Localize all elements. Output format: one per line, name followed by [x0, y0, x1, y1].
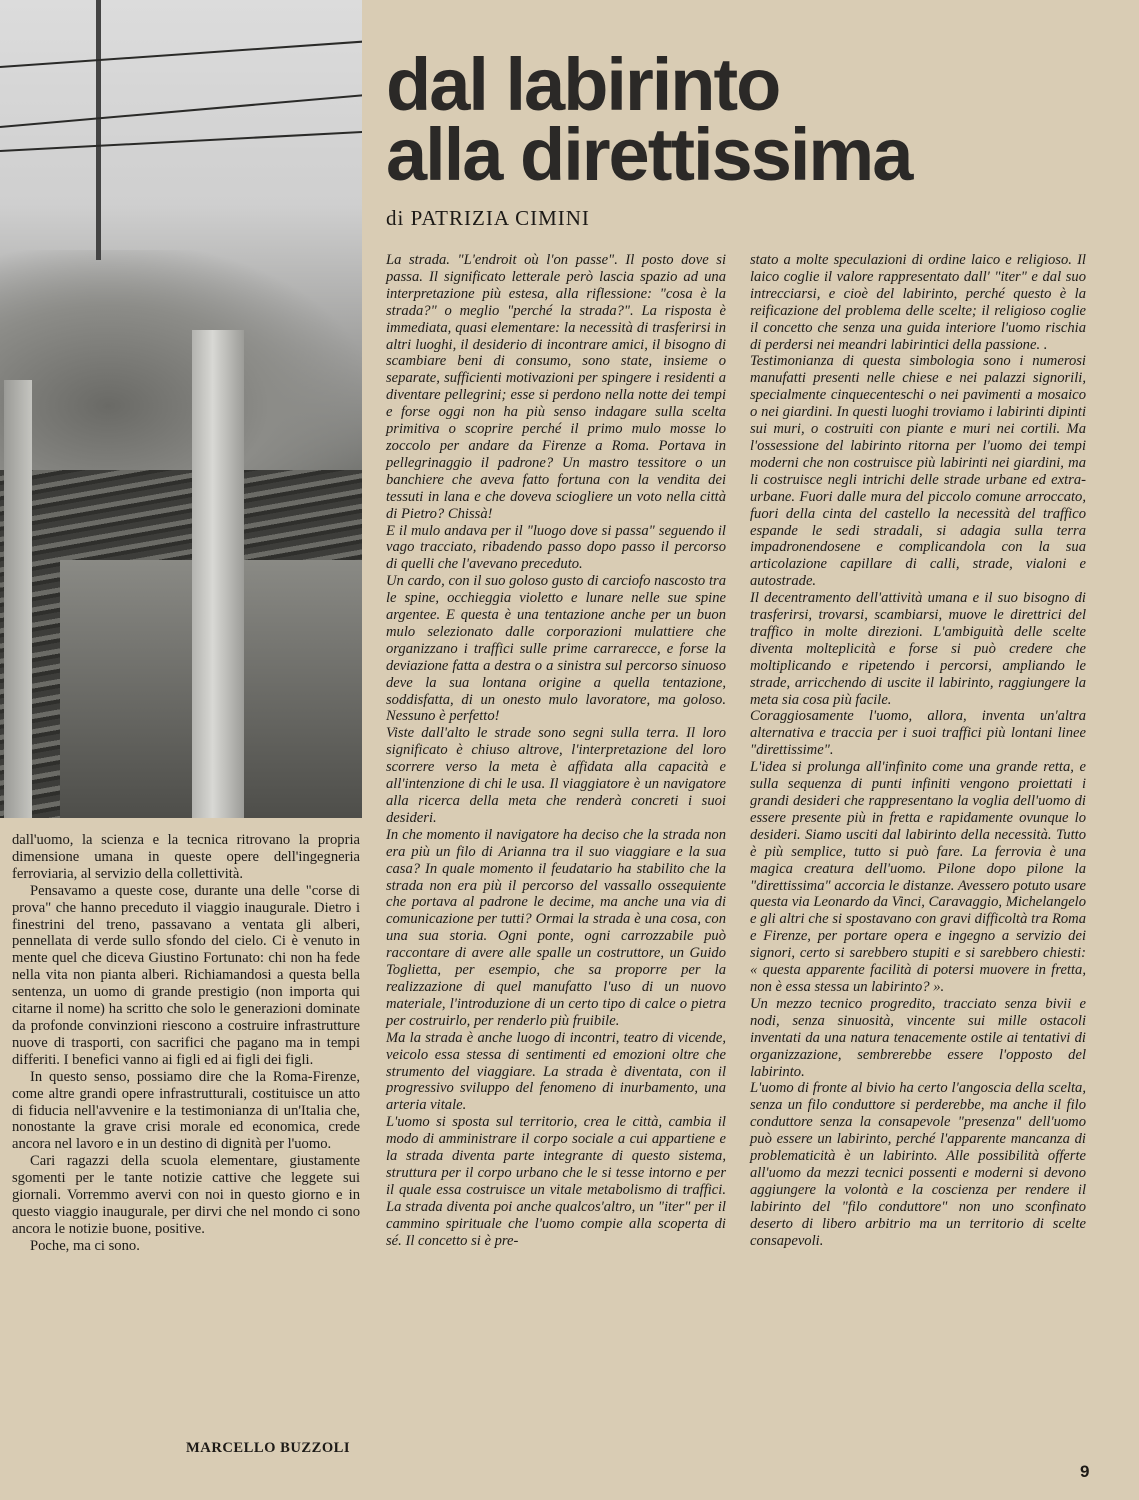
paragraph: L'uomo si sposta sul territorio, crea le città, cambia il modo di amministrare il corpo sociale a cui appartiene e la strada diventa parte integrante di questo sistema, struttura per il corpo urbano che le si tesse intorno e per il quale essa costruisce un vitale metabolismo di traffici. La strada diventa poi anche qualcos'altro, un "iter" per il cammino spirituale che l'uomo compie alla scoperta di sé. Il concetto si è pre-: [386, 1114, 726, 1249]
headline-line-2: alla direttissima: [386, 113, 912, 197]
author-signature: MARCELLO BUZZOLI: [186, 1440, 351, 1456]
paragraph: E il mulo andava per il "luogo dove si passa" seguendo il vago tracciato, ribadendo passo dopo passo il percorso di quelli che l'avevano preceduto.: [386, 522, 726, 573]
paragraph: Il decentramento dell'attività umana e il suo bisogno di trasferirsi, trovarsi, scambiarsi, muove le direttrici del traffico in molte direzioni. L'ambiguità delle scelte diventa molteplicità e forse si può credere che moltiplicando e ripetendo i percorsi, ampliando le strade, arricchendo di uscite il labirinto, raggiungere la meta sia cosa più facile.: [750, 590, 1086, 708]
photo-pylon-left: [4, 380, 32, 818]
paragraph: Poche, ma ci sono.: [30, 1237, 140, 1254]
photo-pylon: [192, 330, 244, 818]
page-number: 9: [1080, 1462, 1090, 1481]
right-text-column: [750, 252, 1086, 1249]
paragraph: Cari ragazzi della scuola elementare, giustamente sgomenti per le tante notizie cattive che leggete sui giornali. Vorremmo avervi con noi in questo giorno e in questo viaggio inaugurale, per dirvi che nel mondo ci sono ancora le notizie buone, positive.: [12, 1153, 360, 1237]
article-byline: di PATRIZIA CIMINI: [386, 206, 590, 230]
paragraph: Un cardo, con il suo goloso gusto di carciofo nascosto tra le spine, occhieggia violetto e lunare nelle sue spine argentee. E questa è una tentazione anche per un buon mulo selezionato dalle corporazioni mulattiere che organizzano i traffici sulle prime carrarecce, e forse la deviazione fatta a destra o a sinistra sul percorso sinuoso deve la sua lontana origine a quella tentazione, soddisfatta, di un onesto mulo lavoratore, ma goloso. Nessuno è perfetto!: [386, 573, 726, 725]
paragraph: Ma la strada è anche luogo di incontri, teatro di vicende, veicolo essa stessa di sentimenti ed emozioni oltre che strumento del viaggiare. La strada è diventata, con il progressivo sviluppo del fenomeno di inurbamento, una arteria vitale.: [386, 1029, 726, 1114]
headline-line-1: dal labirinto: [386, 43, 780, 126]
paragraph: L'uomo di fronte al bivio ha certo l'angoscia della scelta, senza un filo conduttore si perderebbe, ma anche il filo conduttore senza la consapevole "presenza" dell'uomo può essere un labirinto, perché l'apparente mancanza di problematicità è un labirinto. Alle possibilità offerte all'uomo da mezzi tecnici possenti e moderni si devono aggiungere la volontà e la coscienza per rendere il labirinto del "filo conduttore" non uno sconfinato deserto di libero arbitrio ma un territorio di scelte consapevoli.: [750, 1080, 1086, 1249]
photo-wire: [0, 39, 362, 68]
paragraph: dall'uomo, la scienza e la tecnica ritrovano la propria dimensione umana in queste opere dell'ingegneria ferroviaria, al servizio della collettività.: [12, 832, 360, 882]
paragraph: Testimonianza di questa simbologia sono i numerosi manufatti presenti nelle chiese e nei palazzi signorili, specialmente cinquecenteschi o nei pavimenti a mosaico o nei giardini. In questi luoghi troviamo i labirinti dipinti sui muri, o costruiti con piante e muri nei cortili. Ma l'ossessione del labirinto ritorna per l'uomo dei tempi moderni che non costruisce più labirinti nei giardini, ma li costruisce negli intrichi delle strade urbane ed extra-urbane. Fuori dalle mura del piccolo comune arroccato, fuori della cinta del castello la necessità del traffico espande le sedi stradali, si adagia sulla terra impadronendosene e complicandola con la sua articolazione capillare di calli, strade, vialoni e autostrade.: [750, 353, 1086, 590]
paragraph: L'idea si prolunga all'infinito come una grande retta, e sulla sequenza di punti infiniti vengono proiettati i grandi desideri che rappresentano la voglia dell'uomo di essere presente più in fretta e rapidamente ovunque lo desideri. Siamo usciti dal labirinto della necessità. Tutto è più semplice, tutto si può fare. La ferrovia è una magica creatura dell'uomo. Pilone dopo pilone la "direttissima" accorcia le distanze. Avessero potuto usare questa via Leonardo da Vinci, Caravaggio, Michelangelo e gli altri che si spostavano con gravi difficoltà tra Roma e Firenze, per portare opera e ingegno a servizio dei signori, certo si sarebbero stupiti e si sarebbero chiesti: « questa apparente facilità di potersi muovere in fretta, non è essa stessa un labirinto? ».: [750, 759, 1086, 995]
paragraph: La strada. "L'endroit où l'on passe". Il posto dove si passa. Il significato letterale però lascia spazio ad una interpretazione più estesa, alla riflessione: "cosa è la strada?" o meglio "perché la strada?". La risposta è immediata, quasi elementare: la necessità di trasferirsi in altri luoghi, il desiderio di incontrare amici, il bisogno di scambiare beni di consumo, sono state, insieme o separate, sufficienti motivazioni per spingere i residenti a diventare pellegrini; esse si perdono nella notte dei tempi e forse oggi non ha più senso indagare sulla scelta primitiva o scoprire perché il primo mulo mosse lo zoccolo per andare da Firenze a Roma. Portava in pellegrinaggio il padrone? Un mastro tessitore o un banchiere che aveva fatto fortuna con la vendita dei tessuti in lana e che doveva sciogliere un voto nella città di Pietro? Chissà!: [386, 252, 726, 522]
paragraph: Un mezzo tecnico progredito, tracciato senza bivii e nodi, senza sinuosità, vincente sui mille ostacoli inventati da una natura tenacemente ostile ai tentativi di organizzazione, sembrerebbe essere l'opposto del labirinto.: [750, 995, 1086, 1080]
photo-catenary-pole: [96, 0, 101, 260]
paragraph: Coraggiosamente l'uomo, allora, inventa un'altra alternativa e traccia per i suoi traffici più lontani linee "direttissime".: [750, 708, 1086, 759]
paragraph: Pensavamo a queste cose, durante una delle "corse di prova" che hanno preceduto il viaggio inaugurale. Dietro i finestrini del treno, passavano a ventata gli alberi, pennellata di verde sullo sfondo del cielo. Ci è venuto in mente quel che diceva Giustino Fortunato: chi non ha fede nella vita non pianta alberi. Richiamandosi a questa bella sentenza, un uomo di grande prestigio (non importa qui citarne il nome) ha scritto che solo le generazioni dominate da profonde convinzioni riescono a costruire infrastrutture nuove di trasporti, con sacrifici che pagano ma in tempi differiti. I benefici vanno ai figli ed ai figli dei figli.: [12, 882, 360, 1068]
paragraph: In che momento il navigatore ha deciso che la strada non era più un filo di Arianna tra il suo viaggiare e la sua casa? In quale momento il feudatario ha stabilito che la strada non era più il percorso del vassallo ossequiente che portava al padrone le decime, ma anche una via di comunicazione per tutti? Ormai la strada è una cosa, con una sua storia. Ogni ponte, ogni carrozzabile può raccontare di avere alle spalle un costruttore, un Guido Toglietta, per esempio, che sa proporre per la realizzazione di quel manufatto l'uso di un nuovo materiale, l'introduzione di un certo tipo di calce o pietra per costruirlo, per renderlo più fruibile.: [386, 826, 726, 1029]
paragraph: Viste dall'alto le strade sono segni sulla terra. Il loro significato è chiuso altrove, l'interpretazione del loro scorrere verso la meta è affidata alla capacità e all'intenzione di chi le usa. Il viaggiatore è un navigatore alla ricerca della meta che renderà concreti i suoi desideri.: [386, 725, 726, 826]
paragraph: In questo senso, possiamo dire che la Roma-Firenze, come altre grandi opere infrastrutturali, costituisce un atto di fiducia nell'avvenire e la testimonianza di un'Italia che, nonostante la grave crisi morale ed economica, crede ancora nel lavoro e in un destino di dignità per l'uomo.: [12, 1068, 360, 1153]
left-text-column: [12, 832, 360, 1255]
article-headline: [386, 43, 1086, 197]
paragraph: stato a molte speculazioni di ordine laico e religioso. Il laico coglie il valore rappresentato dall' "iter" e dal suo intrecciarsi, e cioè del labirinto, perché questo è la reificazione del problema delle scelte; il religioso coglie il concetto che senza una guida interiore l'uomo rischia di perdersi nei meandri labirintici della passione. .: [750, 252, 1086, 353]
middle-text-column: [386, 252, 726, 1249]
photo-wire: [0, 93, 362, 128]
photo-wire: [0, 130, 362, 152]
railway-photo: [0, 0, 362, 818]
